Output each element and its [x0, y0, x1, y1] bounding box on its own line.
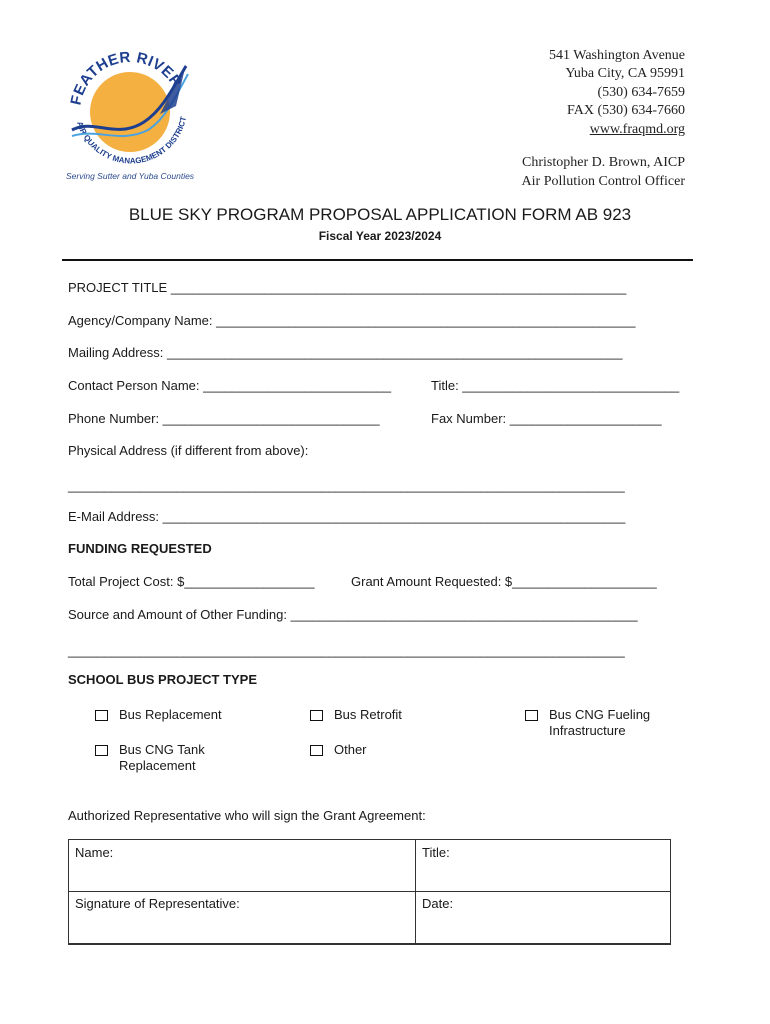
officer-title: Air Pollution Control Officer [521, 174, 685, 189]
officer-name: Christopher D. Brown, AICP [522, 155, 685, 170]
option-cng-tank[interactable] [95, 742, 205, 774]
checkbox-cng-tank[interactable] [95, 745, 108, 756]
other-funding-field[interactable]: Source and Amount of Other Funding: ________________________________________________ [68, 607, 638, 622]
option-bus-replacement[interactable] [95, 707, 222, 723]
authorized-label: Authorized Representative who will sign the Grant Agreement: [68, 808, 426, 823]
physical-address-field[interactable]: _____________________________________________________________________________ [68, 478, 625, 493]
bus-type-heading: SCHOOL BUS PROJECT TYPE [68, 672, 258, 687]
contact-person-field[interactable]: Contact Person Name: __________________________ [68, 378, 392, 393]
logo-bottom-text: AIR QUALITY MANAGEMENT DISTRICT [75, 115, 189, 166]
option-label: Bus CNG Tank Replacement [119, 742, 205, 773]
signature-table [68, 839, 671, 945]
option-bus-retrofit[interactable] [310, 707, 402, 723]
contact-title-field[interactable]: Title: ______________________________ [431, 378, 680, 393]
project-title-field[interactable]: PROJECT TITLE _______________________________________________________________ [68, 280, 627, 295]
logo-top-text: FEATHER RIVER [67, 48, 186, 107]
grant-amount-field[interactable]: Grant Amount Requested: $____________________ [351, 574, 657, 589]
option-label: Bus Replacement [119, 707, 222, 722]
address-phone: (530) 634-7659 [597, 84, 685, 100]
physical-address-label: Physical Address (if different from above): [68, 443, 309, 458]
email-field[interactable]: E-Mail Address: ________________________________________________________________ [68, 509, 626, 524]
title-divider [62, 259, 693, 261]
funding-heading: FUNDING REQUESTED [68, 541, 212, 556]
checkbox-other[interactable] [310, 745, 323, 756]
option-other[interactable] [310, 742, 367, 758]
other-funding-line[interactable]: _____________________________________________________________________________ [68, 643, 625, 658]
option-label: Other [334, 742, 367, 757]
title-cell[interactable]: Title: [422, 845, 450, 860]
date-cell[interactable]: Date: [422, 896, 454, 911]
address-block [549, 47, 685, 139]
checkbox-cng-fueling[interactable] [525, 710, 538, 721]
signature-cell[interactable]: Signature of Representative: [75, 896, 240, 911]
option-label: Bus Retrofit [334, 707, 402, 722]
checkbox-bus-replacement[interactable] [95, 710, 108, 721]
district-logo [64, 44, 196, 188]
option-label: Bus CNG Fueling Infrastructure [549, 707, 651, 738]
checkbox-bus-retrofit[interactable] [310, 710, 323, 721]
address-fax: FAX (530) 634-7660 [567, 103, 685, 119]
form-title: BLUE SKY PROGRAM PROPOSAL APPLICATION FORM AB 923 [128, 205, 632, 224]
fax-field[interactable]: Fax Number: _____________________ [431, 411, 662, 426]
option-cng-fueling[interactable] [525, 707, 650, 739]
total-cost-field[interactable]: Total Project Cost: $__________________ [68, 574, 315, 589]
agency-field[interactable]: Agency/Company Name: __________________________________________________________ [68, 313, 636, 328]
address-city: Yuba City, CA 95991 [565, 66, 685, 82]
mailing-address-field[interactable]: Mailing Address: _______________________________________________________________ [68, 345, 623, 360]
officer-block [522, 153, 685, 191]
name-cell[interactable]: Name: [75, 845, 114, 860]
address-street: 541 Washington Avenue [548, 48, 685, 63]
phone-field[interactable]: Phone Number: ______________________________ [68, 411, 380, 426]
form-subtitle: Fiscal Year 2023/2024 [318, 229, 442, 243]
logo-tagline: Serving Sutter and Yuba Counties [66, 171, 195, 181]
website-link[interactable]: www.fraqmd.org [589, 121, 685, 137]
